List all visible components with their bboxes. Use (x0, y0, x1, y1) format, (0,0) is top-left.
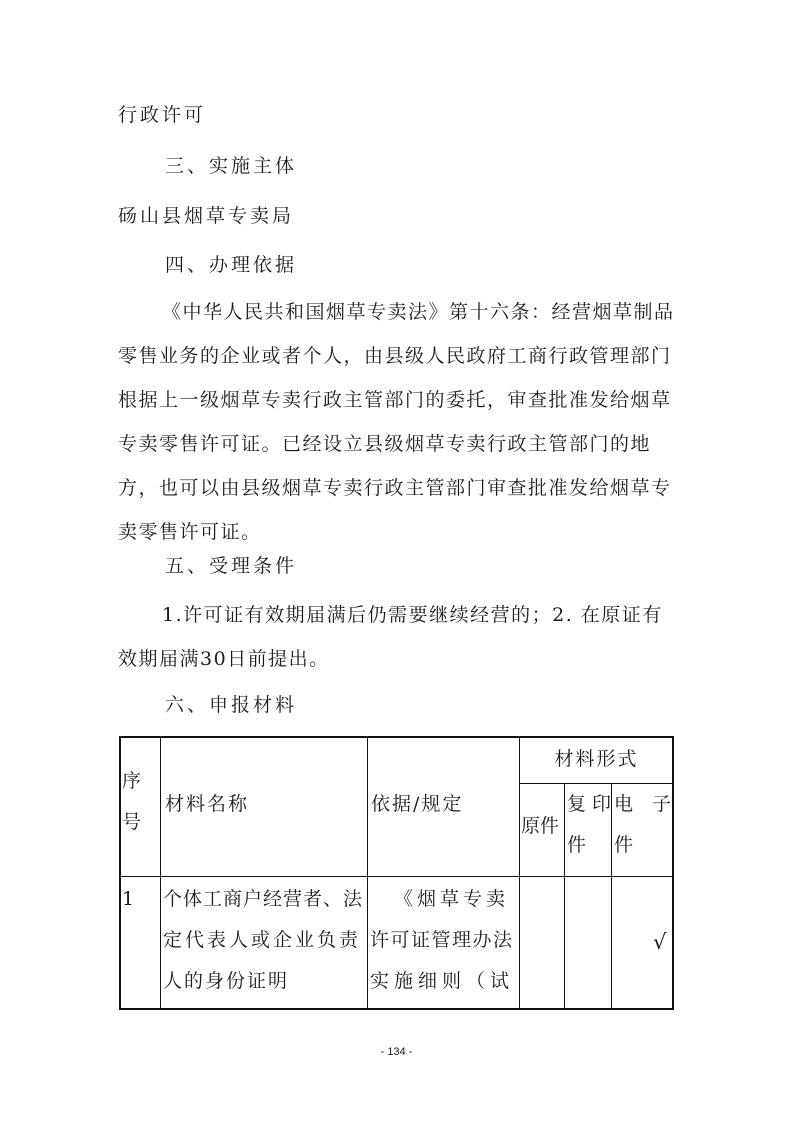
item-type-text: 行政许可 (118, 104, 207, 126)
row-name-line2: 定代表人或企业负责 (163, 929, 362, 951)
table-rule-col1 (160, 736, 161, 1009)
header-basis: 依据/规定 (371, 793, 464, 815)
row-basis-line3: 实施细则（试 (370, 970, 515, 992)
table-rule-col2 (367, 736, 368, 1009)
header-electronic-bottom: 件 (614, 834, 636, 856)
materials-table (119, 736, 674, 1009)
section-heading-subject: 三、实施主体 (165, 155, 298, 177)
header-original: 原件 (521, 815, 560, 837)
table-rule-col4 (564, 783, 565, 1009)
row-seq: 1 (122, 888, 137, 910)
conditions-paragraph: 1.许可证有效期届满后仍需要继续经营的；2. 在原证有效期届满30日前提出。 (118, 604, 663, 670)
basis-paragraph: 《中华人民共和国烟草专卖法》第十六条：经营烟草制品零售业务的企业或者个人，由县级人民政府工商行政管理部门根据上一级烟草专卖行政主管部门的委托，审查批准发给烟草专卖零售许可证。已经设立县级烟草专卖行政主管部门的地方，也可以由县级烟草专卖行政主管部门审查批准发给烟草专卖零售许可证。 (118, 301, 675, 543)
row-basis-line1: 《烟草专卖 (394, 888, 510, 910)
section-heading-conditions: 五、受理条件 (165, 555, 298, 577)
section-heading-materials: 六、申报材料 (165, 694, 298, 716)
row-electronic-check: √ (653, 930, 669, 954)
table-rule-col5 (611, 783, 612, 1009)
subject-text: 砀山县烟草专卖局 (118, 205, 295, 227)
header-seq-top: 序 (122, 770, 144, 792)
row-basis-line2: 许可证管理办法 (370, 929, 514, 951)
header-material-name: 材料名称 (165, 793, 250, 815)
section-heading-basis: 四、办理依据 (165, 254, 298, 276)
page-number: - 134 - (380, 1046, 413, 1058)
table-border-top (119, 736, 674, 738)
header-electronic-top: 电 子 (614, 793, 672, 815)
header-copy-bottom: 件 (567, 834, 589, 856)
row-name-line1: 个体工商户经营者、法 (163, 888, 364, 910)
header-material-form: 材料形式 (554, 748, 639, 770)
table-border-bottom (119, 1008, 674, 1010)
header-seq-bottom: 号 (122, 811, 144, 833)
header-copy-top: 复 印 (567, 793, 612, 815)
table-border-left (119, 736, 121, 1009)
row-name-line3: 人的身份证明 (163, 970, 290, 992)
table-rule-header (119, 876, 674, 877)
